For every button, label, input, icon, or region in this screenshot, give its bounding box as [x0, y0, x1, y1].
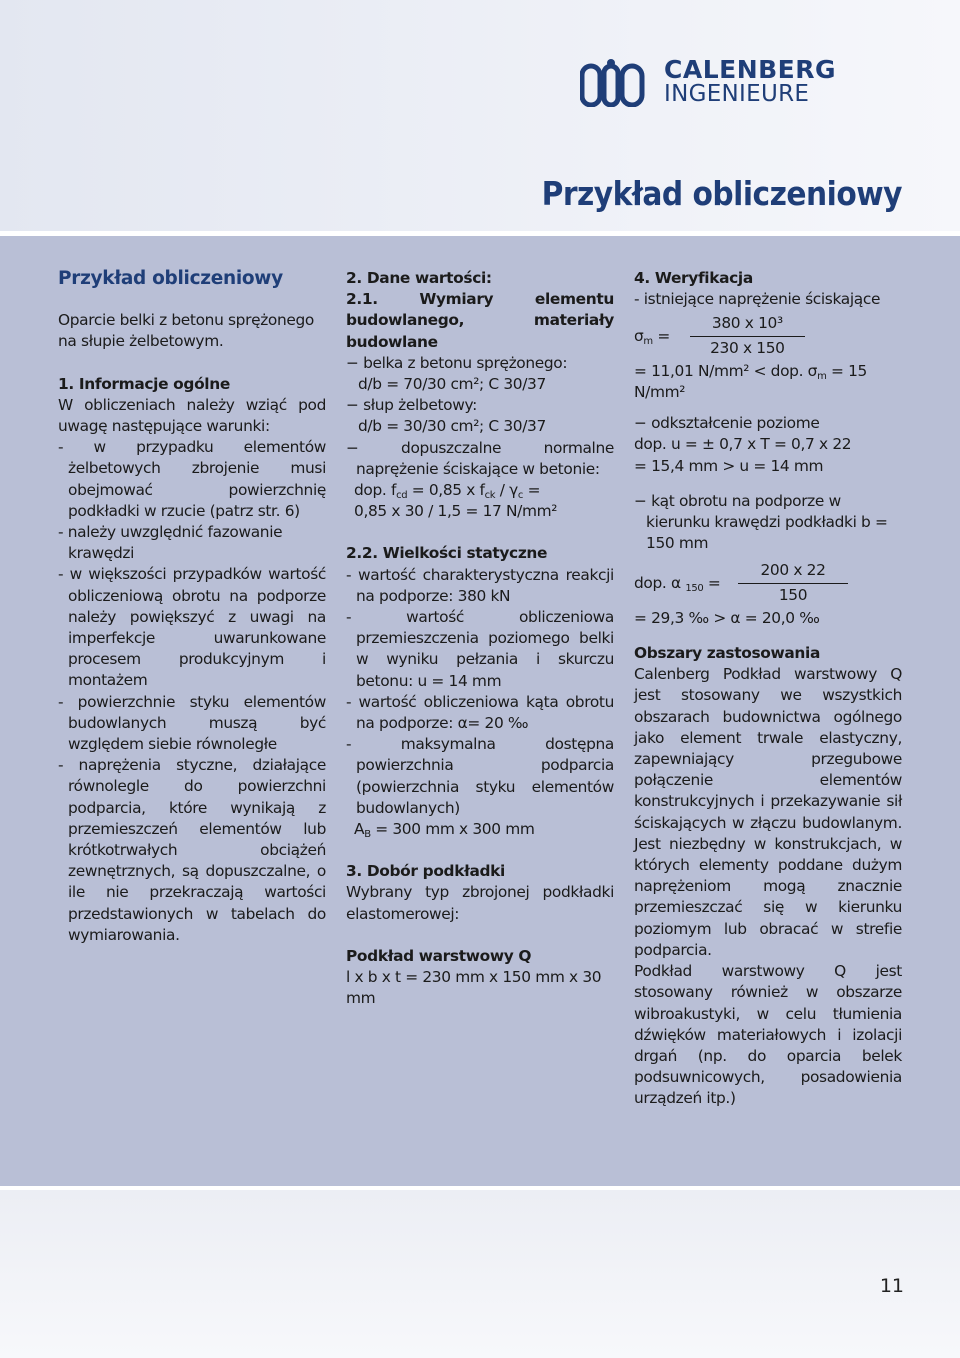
list-item: - w przypadku elementów żelbetowych zbrojenie musi obejmować powierzchnię podkładki w rzucie (patrz str. 6) [58, 438, 326, 520]
list-item: d/b = 30/30 cm²; C 30/37 [358, 417, 546, 436]
section-heading: Przykład obliczeniowy [58, 268, 283, 289]
section-4-title: 4. Weryfikacja [634, 269, 753, 287]
brand-subtitle: INGENIEURE [664, 81, 810, 107]
section-3-title: 3. Dobór podkładki [346, 862, 505, 881]
section-1-title: 1. Informacje ogólne [58, 374, 230, 393]
application-paragraph-1: Calenberg Podkład warstwowy Q jest stosowany we wszystkich obszarach budownictwa ogólnego jako element trwale elastyczny, zapewniający przegubowe połączenie elementów konstrukcyjnych i przekazywanie sił ściskających w złączu budowlanym. Jest niezbędny w konstrukcjach, w których elementy poddane dużym naprężeniom mogą znacznie przemieszczać się w kierunku poziomym lub obracać w strefie podparcia. [634, 665, 902, 959]
list-item: d/b = 70/30 cm²; C 30/37 [358, 375, 546, 394]
formula-sigma: $\sigma_m$ = $\frac{\text{380 x 10³}}{230 x 150}$ [634, 313, 902, 358]
list-item: − słup żelbetowy: [346, 396, 477, 415]
list-item: - w większości przypadków wartość obliczeniową obrotu na podporze należy powiększyć z uwagi na imperfekcje uwarunkowane procesem produkcyjnym i montażem [58, 565, 326, 690]
list-item: - maksymalna dostępna powierzchnia podparcia (powierzchnia styku elementów budowlanych) [346, 735, 614, 817]
list-item: - wartość charakterystyczna reakcji na podporze: 380 kN [346, 565, 614, 605]
deformation-title: − odkształcenie poziome [634, 414, 820, 433]
fraction-denominator: 230 x 150 [710, 338, 785, 357]
list-item: - naprężenia styczne, działające równolegle do powierzchni podparcia, które wynikają z przemieszczeń elementów lub krótkotrwałych obciążeń zewnętrznych, są dopuszczalne, o ile nie przekraczają wartości przedstawionych w tabelach do wymiarowania. [58, 756, 326, 944]
application-paragraph-2: Podkład warstwowy Q jest stosowany również w obszarze wibroakustyki, w celu tłumienia dźwięków materiałowych i izolacji drgań (np. do oparcia belek podsuwnicowych, posadowienia urządzeń itp.) [634, 962, 902, 1108]
fraction-numerator: 380 x 10³ [690, 313, 805, 336]
formula-fcd-result: 0,85 x 30 / 1,5 = 17 N/mm² [354, 502, 558, 521]
application-title: Obszary zastosowania [634, 644, 820, 663]
column-3 [634, 268, 902, 1110]
list-item: - powierzchnie styku elementów budowlanych muszą być względem siebie równoległe [58, 692, 326, 754]
list-item: - należy uwzględnić fazowanie krawędzi [58, 523, 283, 563]
footer-area [0, 1190, 960, 1358]
pad-title: Podkład warstwowy Q [346, 946, 532, 965]
formula-fcd: dop. $f_{cd} = 0,85$ x $f_{ck} / \gamma_c$ = [354, 481, 541, 502]
column-1 [58, 268, 326, 946]
section-1-text: W obliczeniach należy wziąć pod uwagę następujące warunki: [58, 395, 326, 436]
section-3-text: Wybrany typ zbrojonej podkładki elastomerowej: [346, 883, 614, 923]
section-4-line: - istniejące naprężenie ściskające [634, 290, 881, 309]
list-item: − dopuszczalne normalne naprężenie ściskające w betonie: [346, 438, 614, 478]
deformation-line-1: dop. u = ± 0,7 x T = 0,7 x 22 [634, 435, 852, 454]
deformation-line-2: = 15,4 mm > u = 14 mm [634, 456, 824, 475]
calenberg-logo [580, 57, 910, 109]
section-2-1-title: 2.1. Wymiary elementu budowlanego, materiały budowlane [346, 290, 614, 351]
formula-ab: $A_B = 300$ mm x 300 mm [354, 820, 535, 841]
pad-dimensions: l x b x t = 230 mm x 150 mm x 30 mm [346, 968, 602, 1008]
formula-alpha: dop. α $_{150}$ = $\frac{200 x 22}{150}$ [634, 560, 902, 605]
page-number: 11 [879, 1275, 904, 1297]
section-2-title: 2. Dane wartości: [346, 269, 492, 287]
formula-sigma-result: = 11,01 N/mm² < dop. $\sigma_m = 15$ N/mm² [634, 361, 867, 402]
calenberg-logo-mark [580, 57, 646, 107]
fraction-denominator: 150 [778, 585, 808, 604]
list-item: − belka z betonu sprężonego: [346, 353, 568, 372]
column-2 [346, 268, 614, 1010]
fraction-numerator: 200 x 22 [738, 560, 847, 583]
intro-text: Oparcie belki z betonu sprężonego na słupie żelbetowym. [58, 311, 314, 351]
list-item: - wartość obliczeniowa kąta obrotu na podporze: α= 20 ‰ [346, 692, 614, 733]
page-title: Przykład obliczeniowy [541, 174, 902, 213]
brand-name: CALENBERG [664, 55, 837, 84]
formula-alpha-result: = 29,3 ‰ > α = 20,0 ‰ [634, 608, 820, 627]
header-area [0, 0, 960, 231]
rotation-title: − kąt obrotu na podporze w kierunku krawędzi podkładki b = 150 mm [634, 491, 888, 553]
section-2-2-title: 2.2. Wielkości statyczne [346, 544, 548, 563]
list-item: - wartość obliczeniowa przemieszczenia poziomego belki w wyniku pełzania i skurczu betonu: u = 14 mm [346, 608, 614, 690]
